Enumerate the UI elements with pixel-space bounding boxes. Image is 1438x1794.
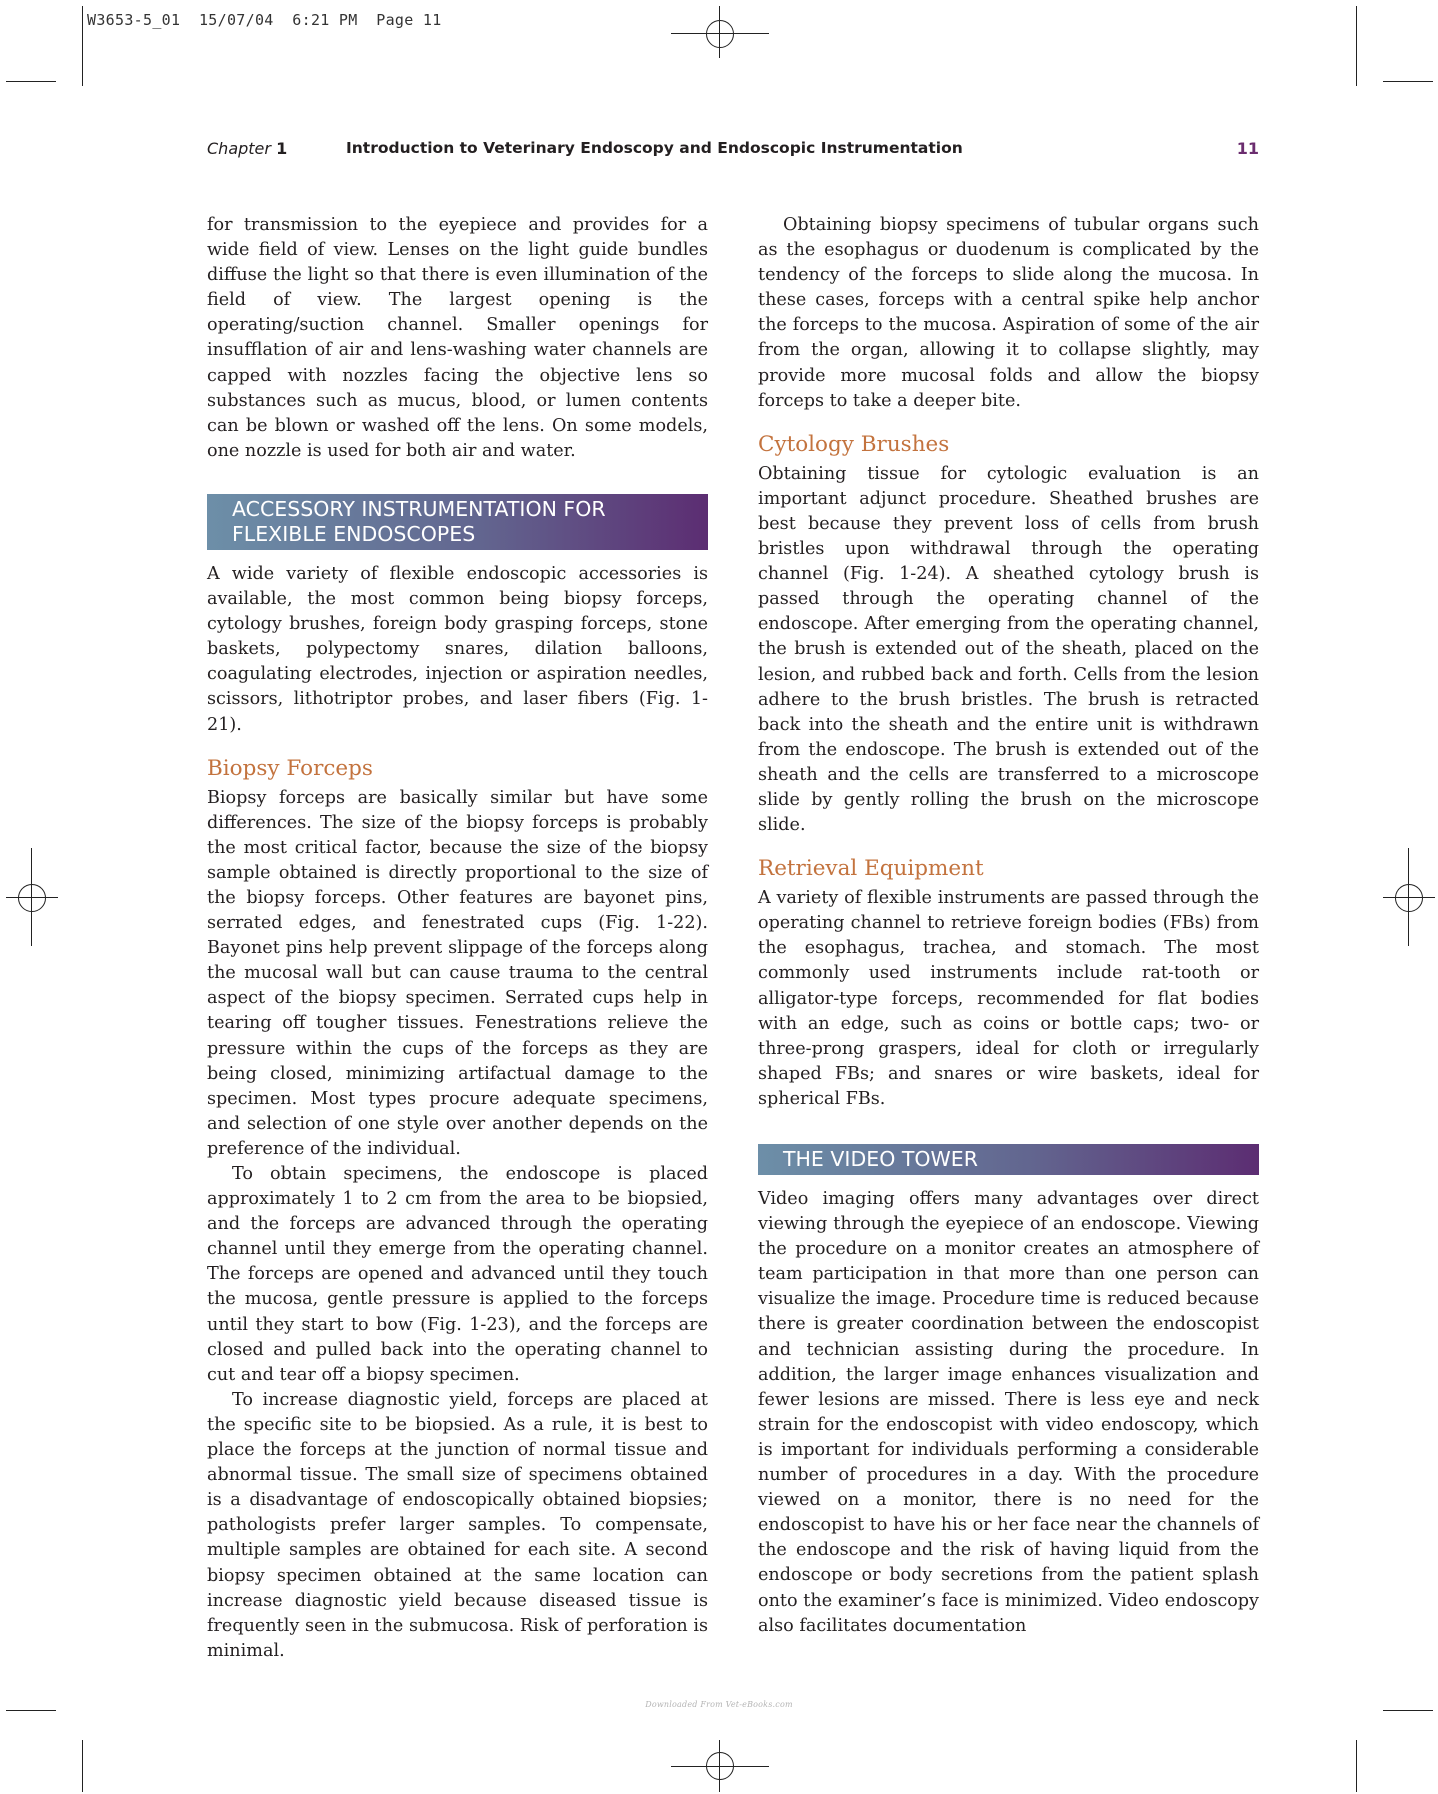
paragraph: To increase diagnostic yield, forceps are placed at the specific site to be biopsied. As a rule, it is best to place the forceps at the junction of normal tissue and abnormal tissue. The small size of specimens obtained is a disadvantage of endoscopically obtained biopsies; pathologists prefer larger samples. To compensate, multiple samples are obtained for each site. A second biopsy specimen obtained at the same location can increase diagnostic yield because diseased tissue is frequently seen in the submucosa. Risk of perforation is minimal. [207,1389,708,1661]
print-slug-line: W3653-5_01 15/07/04 6:21 PM Page 11 [87,11,442,29]
subheading-cytology-brushes: Cytology Brushes [758,431,950,457]
paragraph: A variety of flexible instruments are passed through the operating channel to retrieve foreign bodies (FBs) from the esophagus, trachea, and stomach. The most commonly used instruments include rat-tooth or alligator-type forceps, recommended for flat bodies with an edge, such as coins or bottle caps; two- or three-prong graspers, ideal for cloth or irregularly shaped FBs; and snares or wire baskets, ideal for spherical FBs. [758,888,1259,1109]
download-watermark: Downloaded From Vet-eBooks.com [645,1700,793,1709]
section-heading-accessory-instrumentation: ACCESSORY INSTRUMENTATION FOR FLEXIBLE ENDOSCOPES [207,494,708,550]
subheading-retrieval-equipment: Retrieval Equipment [758,856,984,882]
paragraph: for transmission to the eyepiece and provides for a wide field of view. Lenses on the light guide bundles diffuse the light so that there is even illumination of the field of view. The largest opening is the operating/suction channel. Smaller openings for insufflation of air and lens-washing water channels are capped with nozzles facing the objective lens so substances such as mucus, blood, or lumen contents can be blown or washed off the lens. On some models, one nozzle is used for both air and water. [207,215,708,461]
paragraph: Obtaining tissue for cytologic evaluation is an important adjunct procedure. Sheathed brushes are best because they prevent loss of cells from brush bristles upon withdrawal through the operating channel (Fig. 1-24). A sheathed cytology brush is passed through the operating channel of the endoscope. After emerging from the operating channel, the brush is extended out of the sheath, placed on the lesion, and rubbed back and forth. Cells from the lesion adhere to the brush bristles. The brush is retracted back into the sheath and the entire unit is withdrawn from the endoscope. The brush is extended out of the sheath and the cells are transferred to a microscope slide by gently rolling the brush on the microscope slide. [758,463,1259,836]
chapter-label: Chapter 1 [207,139,288,158]
paragraph: Obtaining biopsy specimens of tubular organs such as the esophagus or duodenum is complicated by the tendency of the forceps to slide along the mucosa. In these cases, forceps with a central spike help anchor the forceps to the mucosa. Aspiration of some of the air from the organ, allowing it to collapse slightly, may provide more mucosal folds and allow the biopsy forceps to take a deeper bite. [758,215,1259,411]
paragraph: Biopsy forceps are basically similar but have some differences. The size of the biopsy forceps is probably the most critical factor, because the size of the biopsy sample obtained is directly proportional to the size of the biopsy forceps. Other features are bayonet pins, serrated edges, and fenestrated cups (Fig. 1-22). Bayonet pins help prevent slippage of the forceps along the mucosal wall but can cause trauma to the central aspect of the biopsy specimen. Serrated cups help in tearing off tougher tissues. Fenestrations relieve the pressure within the cups of the forceps as they are being closed, minimizing artifactual damage to the specimen. Most types procure adequate specimens, and selection of one style over another depends on the preference of the individual. [207,787,708,1159]
left-column [207,213,708,1664]
paragraph: Video imaging offers many advantages over direct viewing through the eyepiece of an endoscope. Viewing the procedure on a monitor creates an atmosphere of team participation in that more than one person can visualize the image. Procedure time is reduced because there is greater coordination between the endoscopist and technician assisting during the procedure. In addition, the larger image enhances visualization and fewer lesions are missed. There is less eye and neck strain for the endoscopist with video endoscopy, which is important for individuals performing a considerable number of procedures in a day. With the procedure viewed on a monitor, there is no need for the endoscopist to have his or her face near the channels of the endoscope and the risk of having liquid from the endoscope or body secretions from the patient splash onto the examiner’s face is minimized. Video endoscopy also facilitates documentation [758,1189,1259,1636]
right-column [758,213,1259,1639]
paragraph: A wide variety of flexible endoscopic accessories is available, the most common being biopsy forceps, cytology brushes, foreign body grasping forceps, stone baskets, polypectomy snares, dilation balloons, coagulating electrodes, injection or aspiration needles, scissors, lithotriptor probes, and laser fibers (Fig. 1-21). [207,563,708,735]
running-head-title: Introduction to Veterinary Endoscopy and Endoscopic Instrumentation [346,139,963,157]
subheading-biopsy-forceps: Biopsy Forceps [207,755,373,781]
paragraph: To obtain specimens, the endoscope is placed approximately 1 to 2 cm from the area to be biopsied, and the forceps are advanced through the operating channel until they emerge from the operating channel. The forceps are opened and advanced until they touch the mucosa, gentle pressure is applied to the forceps until they start to bow (Fig. 1-23), and the forceps are closed and pulled back into the operating channel to cut and tear off a biopsy specimen. [207,1164,708,1385]
section-heading-video-tower: THE VIDEO TOWER [758,1144,1259,1175]
running-head [207,139,1259,163]
page-number: 11 [1236,139,1259,158]
